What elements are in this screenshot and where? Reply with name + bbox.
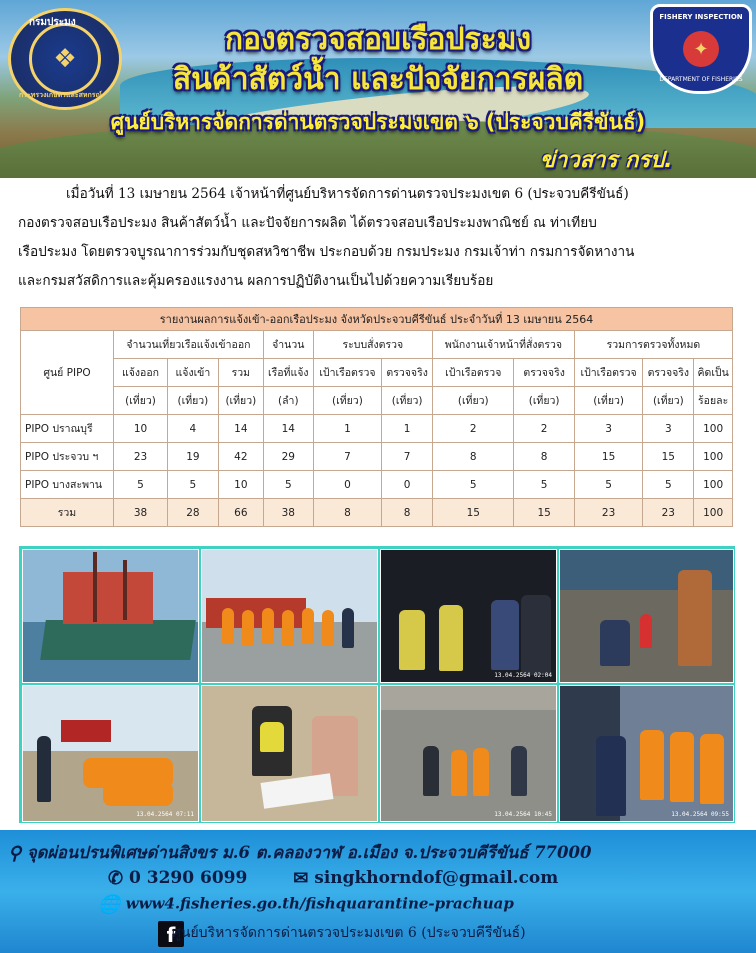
photo-collage bbox=[19, 546, 735, 823]
table-cell: 3 bbox=[643, 415, 694, 443]
table-cell: 5 bbox=[574, 471, 643, 499]
table-cell: 42 bbox=[218, 443, 263, 471]
row-label: PIPO ปราณบุรี bbox=[21, 415, 114, 443]
table-cell: 29 bbox=[263, 443, 313, 471]
table-cell: 100 bbox=[694, 499, 733, 527]
sub-actual: ตรวจจริง bbox=[514, 359, 574, 387]
table-cell: 7 bbox=[382, 443, 433, 471]
photo-officer-briefing bbox=[559, 685, 734, 822]
table-cell: 10 bbox=[114, 415, 168, 443]
table-row bbox=[21, 415, 733, 443]
address-line bbox=[8, 840, 756, 866]
table-cell: 14 bbox=[218, 415, 263, 443]
photo-timestamp: 13.04.2564 07:11 bbox=[136, 811, 194, 818]
table-cell: 38 bbox=[114, 499, 168, 527]
table-cell: 15 bbox=[574, 443, 643, 471]
contact-footer bbox=[0, 830, 756, 953]
title-line-1: กองตรวจสอบเรือประมง bbox=[224, 22, 532, 57]
website-text[interactable]: www4.fisheries.go.th/fishquarantine-prachuap bbox=[125, 894, 514, 913]
sub-in: แจ้งเข้า bbox=[168, 359, 219, 387]
location-pin-icon: ⚲ bbox=[8, 843, 22, 864]
sub-percent: คิดเป็น bbox=[694, 359, 733, 387]
table-cell: 19 bbox=[168, 443, 219, 471]
paragraph-line: เรือประมง โดยตรวจบูรณาการร่วมกับชุดสหวิชาชีพ ประกอบด้วย กรมประมง กรมเจ้าท่า กรมการจัดหางาน bbox=[18, 244, 635, 260]
phone-icon: ✆ bbox=[108, 868, 124, 889]
photo-timestamp: 13.04.2564 09:55 bbox=[671, 811, 729, 818]
unit-trip: (เที่ยว) bbox=[382, 387, 433, 415]
table-cell: 28 bbox=[168, 499, 219, 527]
photo-night-inspection bbox=[380, 549, 557, 683]
table-cell: 100 bbox=[694, 415, 733, 443]
sub-actual: ตรวจจริง bbox=[382, 359, 433, 387]
table-cell: 1 bbox=[313, 415, 382, 443]
table-cell: 2 bbox=[514, 415, 574, 443]
photo-crew-seated bbox=[22, 685, 199, 822]
facebook-icon[interactable]: f bbox=[158, 921, 184, 947]
title-line-2: สินค้าสัตว์น้ำ และปัจจัยการผลิต bbox=[172, 62, 584, 97]
table-cell: 0 bbox=[382, 471, 433, 499]
badge-bottom-text: DEPARTMENT OF FISHERIES bbox=[659, 76, 743, 83]
email-icon: ✉ bbox=[293, 868, 309, 889]
phone-email-line bbox=[108, 868, 756, 889]
table-cell: 100 bbox=[694, 471, 733, 499]
table-cell: 0 bbox=[313, 471, 382, 499]
unit-trip: (เที่ยว) bbox=[643, 387, 694, 415]
header-banner bbox=[0, 0, 756, 178]
sub-sum: รวม bbox=[218, 359, 263, 387]
table-cell: 5 bbox=[643, 471, 694, 499]
fish-emblem-icon: ✦ bbox=[683, 31, 719, 67]
unit-trip: (เที่ยว) bbox=[313, 387, 382, 415]
table-cell: 8 bbox=[514, 443, 574, 471]
table-cell: 8 bbox=[382, 499, 433, 527]
photo-fishing-boat bbox=[22, 549, 199, 683]
table-cell: 15 bbox=[433, 499, 514, 527]
unit-trip: (เที่ยว) bbox=[218, 387, 263, 415]
paragraph-line: เมื่อวันที่ 13 เมษายน 2564 เจ้าหน้าที่ศูนย์บริหารจัดการด่านตรวจประมงเขต 6 (ประจวบคีรีขันธ์) bbox=[66, 186, 629, 202]
news-paragraph bbox=[18, 180, 740, 296]
address-text: จุดผ่อนปรนพิเศษด่านสิงขร ม.6 ต.คลองวาฬ อ.เมือง จ.ประจวบคีรีขันธ์ 77000 bbox=[26, 843, 592, 862]
sub-boats: เรือที่แจ้ง bbox=[263, 359, 313, 387]
subtitle: ศูนย์บริหารจัดการด่านตรวจประมงเขต ๖ (ประจวบคีรีขันธ์) bbox=[110, 110, 646, 134]
table-cell: 38 bbox=[263, 499, 313, 527]
sub-target: เป้าเรือตรวจ bbox=[574, 359, 643, 387]
table-row bbox=[21, 443, 733, 471]
logo-left-bottom-text: กระทรวงเกษตรและสหกรณ์ bbox=[19, 91, 102, 99]
row-label: รวม bbox=[21, 499, 114, 527]
emblem-icon: ❖ bbox=[29, 23, 101, 95]
unit-trip: (เที่ยว) bbox=[514, 387, 574, 415]
unit-percent: ร้อยละ bbox=[694, 387, 733, 415]
table-cell: 5 bbox=[263, 471, 313, 499]
table-cell: 4 bbox=[168, 415, 219, 443]
sub-actual: ตรวจจริง bbox=[643, 359, 694, 387]
photo-timestamp: 13.04.2564 10:45 bbox=[494, 811, 552, 818]
unit-trip: (เที่ยว) bbox=[168, 387, 219, 415]
sub-target: เป้าเรือตรวจ bbox=[433, 359, 514, 387]
table-cell: 23 bbox=[114, 443, 168, 471]
table-cell: 8 bbox=[313, 499, 382, 527]
sub-target: เป้าเรือตรวจ bbox=[313, 359, 382, 387]
paragraph-line: และกรมสวัสดิการและคุ้มครองแรงงาน ผลการปฏิบัติงานเป็นไปด้วยความเรียบร้อย bbox=[18, 273, 494, 289]
table-cell: 5 bbox=[114, 471, 168, 499]
table-cell: 100 bbox=[694, 443, 733, 471]
table-row bbox=[21, 471, 733, 499]
table-cell: 7 bbox=[313, 443, 382, 471]
header-officer: พนักงานเจ้าหน้าที่สั่งตรวจ bbox=[433, 331, 575, 359]
website-line bbox=[98, 894, 756, 915]
header-total: รวมการตรวจทั้งหมด bbox=[574, 331, 732, 359]
phone-text[interactable]: 0 3290 6099 bbox=[129, 868, 248, 888]
logo-left-top-text: กรมประมง bbox=[29, 17, 76, 28]
table-cell: 15 bbox=[514, 499, 574, 527]
row-label: PIPO บางสะพาน bbox=[21, 471, 114, 499]
unit-trip: (เที่ยว) bbox=[433, 387, 514, 415]
row-label: PIPO ประจวบ ฯ bbox=[21, 443, 114, 471]
table-cell: 5 bbox=[433, 471, 514, 499]
unit-trip: (เที่ยว) bbox=[574, 387, 643, 415]
photo-document-check bbox=[201, 685, 378, 822]
table-cell: 15 bbox=[643, 443, 694, 471]
unit-boat: (ลำ) bbox=[263, 387, 313, 415]
photo-port-inspection bbox=[380, 685, 557, 822]
header-center: ศูนย์ PIPO bbox=[21, 331, 114, 415]
sub-out: แจ้งออก bbox=[114, 359, 168, 387]
facebook-page-text[interactable]: ศูนย์บริหารจัดการด่านตรวจประมงเขต 6 (ประจวบคีรีขันธ์) bbox=[172, 925, 526, 941]
table-cell: 1 bbox=[382, 415, 433, 443]
header-system: ระบบสั่งตรวจ bbox=[313, 331, 432, 359]
photo-crew-group bbox=[201, 549, 378, 683]
table-cell: 10 bbox=[218, 471, 263, 499]
photo-equipment-check bbox=[559, 549, 734, 683]
table-cell: 8 bbox=[433, 443, 514, 471]
table-cell: 5 bbox=[168, 471, 219, 499]
table-cell: 66 bbox=[218, 499, 263, 527]
table-cell: 23 bbox=[574, 499, 643, 527]
table-total-row bbox=[21, 499, 733, 527]
table-cell: 5 bbox=[514, 471, 574, 499]
header-trips: จำนวนเที่ยวเรือแจ้งเข้าออก bbox=[114, 331, 264, 359]
table-cell: 3 bbox=[574, 415, 643, 443]
news-tag: ข่าวสาร กรป. bbox=[540, 148, 673, 173]
unit-trip: (เที่ยว) bbox=[114, 387, 168, 415]
photo-timestamp: 13.04.2564 02:04 bbox=[494, 672, 552, 679]
report-table bbox=[20, 307, 733, 527]
table-cell: 23 bbox=[643, 499, 694, 527]
table-caption: รายงานผลการแจ้งเข้า-ออกเรือประมง จังหวัดประจวบคีรีขันธ์ ประจำวันที่ 13 เมษายน 2564 bbox=[21, 308, 733, 331]
header-count: จำนวน bbox=[263, 331, 313, 359]
globe-icon: 🌐 bbox=[98, 894, 121, 915]
table-cell: 2 bbox=[433, 415, 514, 443]
badge-top-text: FISHERY INSPECTION bbox=[659, 13, 743, 21]
email-text[interactable]: singkhorndof@gmail.com bbox=[314, 868, 559, 888]
paragraph-line: กองตรวจสอบเรือประมง สินค้าสัตว์น้ำ และปัจจัยการผลิต ได้ตรวจสอบเรือประมงพาณิชย์ ณ ท่าเทียบ bbox=[18, 215, 597, 231]
table-cell: 14 bbox=[263, 415, 313, 443]
